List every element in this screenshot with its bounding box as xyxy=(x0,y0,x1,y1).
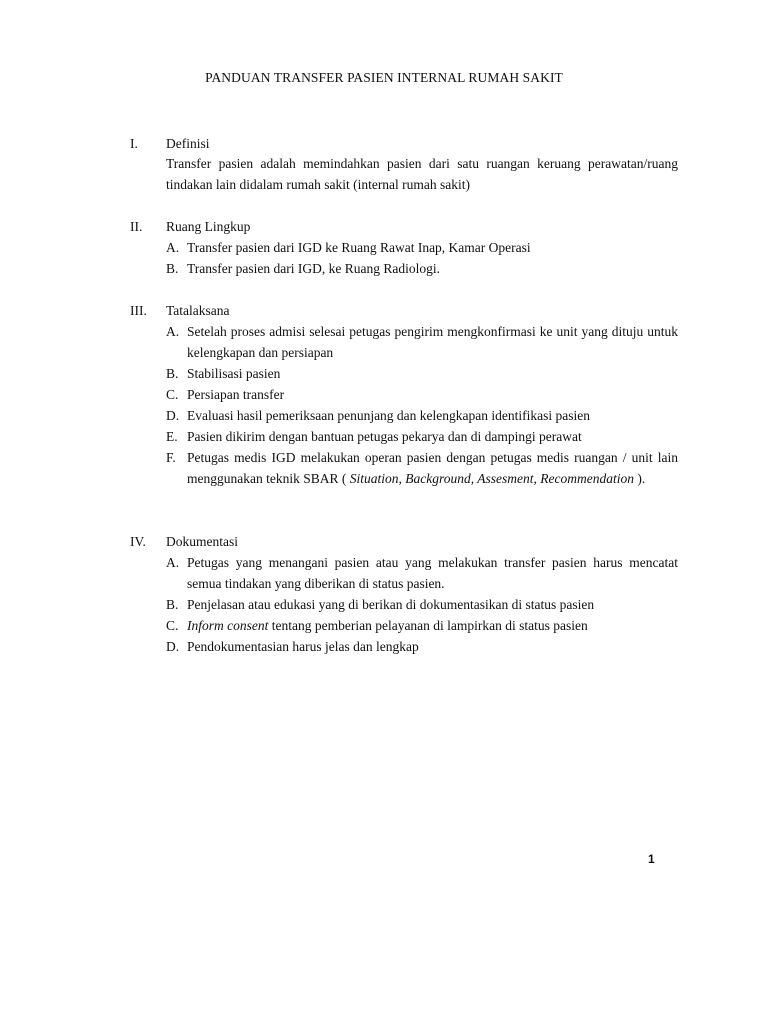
list-item-letter: D. xyxy=(166,408,180,423)
section-number: I. xyxy=(130,136,138,151)
list-item-letter: E. xyxy=(166,429,178,444)
list-item-letter: A. xyxy=(166,240,180,255)
document-title: PANDUAN TRANSFER PASIEN INTERNAL RUMAH SAKIT xyxy=(205,70,563,85)
list-item-text: Evaluasi hasil pemeriksaan penunjang dan kelengkapan identifikasi pasien xyxy=(187,408,590,423)
list-item-letter: B. xyxy=(166,261,179,276)
inform-consent-term: Inform consent xyxy=(187,618,269,633)
section-heading: Definisi xyxy=(166,136,210,151)
list-item-letter: A. xyxy=(166,555,180,570)
section-number: IV. xyxy=(130,534,146,549)
list-item xyxy=(166,636,678,657)
list-item xyxy=(166,552,678,594)
list-item-text: Setelah proses admisi selesai petugas pengirim mengkonfirmasi ke unit yang dituju untuk kelengkapan dan persiapan xyxy=(187,324,678,360)
list-item-letter: B. xyxy=(166,366,179,381)
list-item-text: Transfer pasien dari IGD ke Ruang Rawat Inap, Kamar Operasi xyxy=(187,240,531,255)
section-heading: Ruang Lingkup xyxy=(166,219,251,234)
section-number: III. xyxy=(130,303,147,318)
list-item-letter: C. xyxy=(166,618,179,633)
list-item-letter: C. xyxy=(166,387,179,402)
list-item-text-part: tentang pemberian pelayanan di lampirkan di status pasien xyxy=(268,618,588,633)
section-heading: Dokumentasi xyxy=(166,534,238,549)
list-item-letter: B. xyxy=(166,597,179,612)
list-item xyxy=(166,594,678,615)
list-item-text: Persiapan transfer xyxy=(187,387,285,402)
list-item-letter: A. xyxy=(166,324,180,339)
list-item-text: Transfer pasien dari IGD, ke Ruang Radiologi. xyxy=(187,261,440,276)
sbar-terms: Situation, Background, Assesment, Recommendation xyxy=(349,471,634,486)
list-item xyxy=(166,405,678,426)
list-item xyxy=(166,426,678,447)
list-item xyxy=(166,363,678,384)
section-heading: Tatalaksana xyxy=(166,303,230,318)
list-item-text: Stabilisasi pasien xyxy=(187,366,281,381)
list-item-letter: F. xyxy=(166,450,176,465)
list-item-text: Pendokumentasian harus jelas dan lengkap xyxy=(187,639,419,654)
list-item-text-part: Petugas medis IGD melakukan operan pasien dengan petugas medis ruangan / unit lain menggunakan teknik SBAR ( xyxy=(187,450,678,486)
list-item-letter: D. xyxy=(166,639,180,654)
list-item xyxy=(166,615,678,636)
list-item xyxy=(166,321,678,363)
list-item xyxy=(166,258,678,279)
list-item-text-part: ). xyxy=(633,471,646,486)
section-number: II. xyxy=(130,219,143,234)
list-item xyxy=(166,237,678,258)
list-item xyxy=(166,384,678,405)
list-item-text xyxy=(187,615,678,636)
page-number: 1 xyxy=(648,852,655,866)
list-item-text xyxy=(187,447,678,489)
list-item-text: Petugas yang menangani pasien atau yang melakukan transfer pasien harus mencatat semua tindakan yang diberikan di status pasien. xyxy=(187,555,678,591)
list-item-text: Penjelasan atau edukasi yang di berikan di dokumentasikan di status pasien xyxy=(187,597,595,612)
list-item xyxy=(166,447,678,489)
list-item-text: Pasien dikirim dengan bantuan petugas pekarya dan di dampingi perawat xyxy=(187,429,582,444)
section-paragraph: Transfer pasien adalah memindahkan pasien dari satu ruangan keruang perawatan/ruang tindakan lain didalam rumah sakit (internal rumah sakit) xyxy=(166,156,678,192)
